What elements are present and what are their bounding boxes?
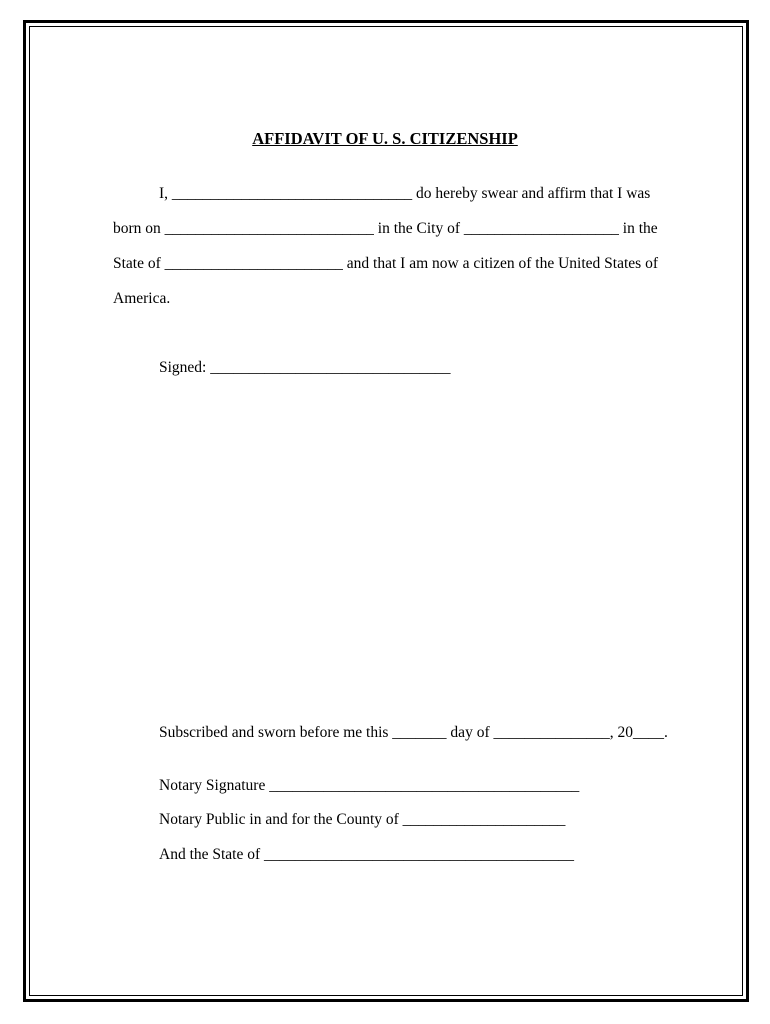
notary-county-line: Notary Public in and for the County of _____________________ bbox=[159, 811, 566, 828]
state-line: And the State of ________________________________________ bbox=[159, 846, 575, 863]
body-line-1: I, _______________________________ do hereby swear and affirm that I was bbox=[159, 185, 651, 202]
body-line-4: America. bbox=[113, 290, 171, 307]
body-line-2: born on ___________________________ in the City of ____________________ in the bbox=[113, 220, 658, 237]
document-title: AFFIDAVIT OF U. S. CITIZENSHIP bbox=[252, 129, 518, 148]
notary-signature-line: Notary Signature ________________________________________ bbox=[159, 777, 580, 794]
signed-line: Signed: _______________________________ bbox=[159, 359, 451, 376]
subscribed-line: Subscribed and sworn before me this _______ day of _______________, 20____. bbox=[159, 724, 668, 741]
body-line-3: State of _______________________ and that I am now a citizen of the United States of bbox=[113, 255, 658, 272]
